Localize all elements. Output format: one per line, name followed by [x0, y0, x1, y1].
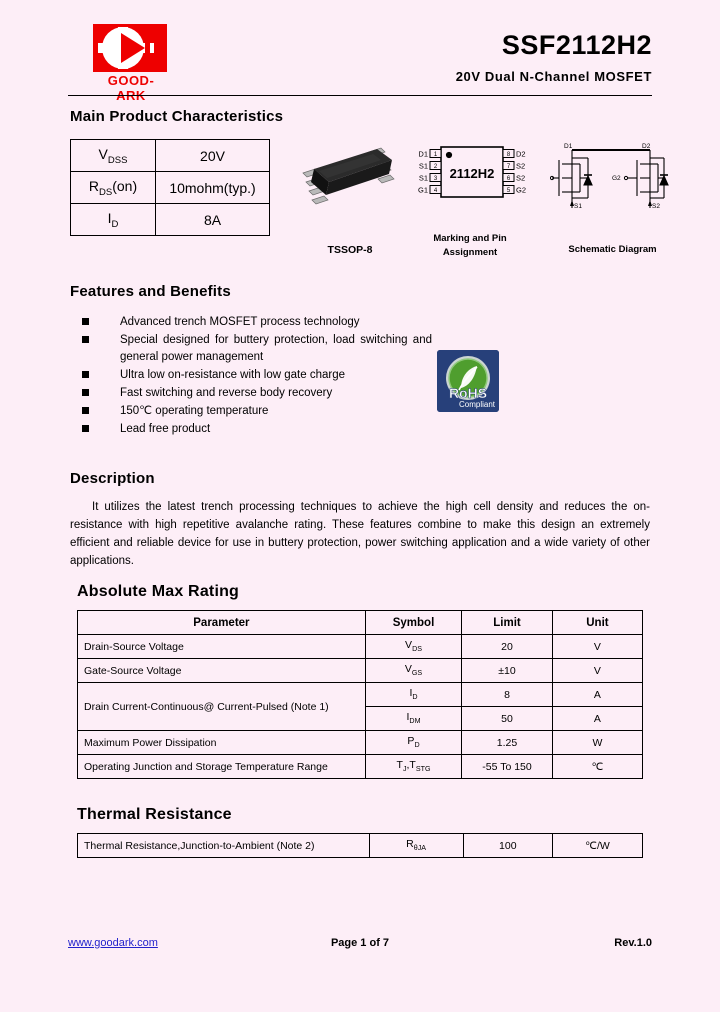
thermal-limit-0: 100 [463, 834, 552, 858]
mpc-symbol-vdss-sub: DSS [107, 154, 128, 166]
tssop-caption: TSSOP-8 [327, 244, 373, 256]
abs-symbol-2-sub: D [412, 693, 418, 702]
section-title-description: Description [70, 470, 155, 487]
list-item [82, 421, 432, 438]
features-list [82, 314, 432, 439]
part-subtitle: 20V Dual N-Channel MOSFET [455, 69, 652, 84]
abs-limit-0: 20 [462, 635, 553, 659]
marking-caption-line1: Marking and Pin [433, 233, 507, 244]
svg-text:1: 1 [433, 152, 438, 158]
bullet-square-icon [82, 336, 89, 343]
abs-symbol-4-sub: D [414, 741, 420, 750]
abs-limit-5: -55 To 150 [462, 755, 553, 779]
marking-pin-assignment-diagram [407, 142, 537, 204]
abs-symbol-5-sub2: STG [415, 765, 431, 774]
logo-diode-triangle-icon [121, 33, 145, 63]
thermal-param-0: Thermal Resistance,Junction-to-Ambient (Note 2) [78, 834, 370, 858]
svg-text:S2: S2 [516, 173, 526, 183]
revision-label: Rev.1.0 [614, 937, 652, 949]
svg-text:D1: D1 [418, 149, 428, 159]
part-number-title: SSF2112H2 [501, 30, 652, 60]
svg-text:G1: G1 [417, 185, 428, 195]
mpc-symbol-rdson-tail: (on) [112, 177, 138, 194]
abs-param-1: Gate-Source Voltage [78, 659, 366, 683]
section-title-features: Features and Benefits [70, 283, 231, 300]
feature-text: Advanced trench MOSFET process technology [120, 316, 360, 328]
table-row [71, 204, 270, 236]
logo-diode-bar [145, 33, 150, 63]
svg-text:8: 8 [506, 152, 511, 158]
feature-text: Ultra low on-resistance with low gate charge [120, 368, 345, 381]
absolute-max-rating-table [77, 610, 643, 779]
table-row [78, 659, 643, 683]
abs-param-2: Drain Current-Continuous@ Current-Pulsed (Note 1) [78, 683, 366, 731]
company-name: GOOD-ARK [107, 73, 155, 103]
mpc-symbol-id-sub: D [111, 218, 119, 230]
website-link[interactable]: www.goodark.com [68, 937, 158, 949]
svg-text:6: 6 [506, 176, 511, 182]
table-row [78, 683, 643, 707]
rohs-logo-icon [437, 350, 499, 412]
mpc-symbol-rdson: $R_{DS}(on)$ [71, 172, 156, 204]
svg-text:G2: G2 [612, 175, 621, 182]
marking-caption [405, 232, 535, 260]
feature-text: Special designed for buttery protection, load switching and general power management [120, 334, 432, 363]
mpc-symbol-id: $I_D$ [71, 204, 156, 236]
section-title-thermal-resistance: Thermal Resistance [77, 806, 232, 823]
svg-text:G2: G2 [516, 185, 527, 195]
bullet-square-icon [82, 425, 89, 432]
bullet-square-icon [82, 371, 89, 378]
section-title-absolute-max: Absolute Max Rating [77, 583, 240, 600]
table-row [78, 635, 643, 659]
col-header-parameter: Parameter [78, 611, 366, 635]
bullet-square-icon [82, 389, 89, 396]
list-item [82, 332, 432, 365]
col-header-limit: Limit [462, 611, 553, 635]
svg-text:2112H2: 2112H2 [449, 166, 495, 181]
list-item [82, 403, 432, 420]
package-illustrations [285, 136, 685, 261]
mpc-value-rdson: 10mohm(typ.) [156, 172, 270, 204]
mpc-value-id: 8A [156, 204, 270, 236]
abs-symbol-1-sub: GS [411, 669, 423, 678]
mpc-symbol-vdss: $V_{DSS}$ [71, 140, 156, 172]
table-row [78, 834, 643, 858]
svg-text:S1: S1 [418, 173, 428, 183]
abs-unit-1: V [552, 659, 642, 683]
svg-text:3: 3 [433, 176, 438, 182]
description-text: It utilizes the latest trench processing techniques to achieve the high cell density and reduces the on-resistance with high repetitive avalanche rating. These features combine to make this design an extremely efficient and reliable device for use in buttery protection, power switching application and a wide variety of other applications. [70, 501, 650, 567]
mpc-value-vdss: 20V [156, 140, 270, 172]
abs-symbol-3-sub: DM [409, 717, 421, 726]
svg-text:D2: D2 [642, 143, 651, 150]
svg-text:RoHS: RoHS [448, 385, 488, 401]
abs-symbol-2: $I_D$ [365, 683, 461, 707]
table-row [71, 140, 270, 172]
goodark-logo-mark [93, 24, 167, 72]
abs-limit-2: 8 [462, 683, 553, 707]
bullet-square-icon [82, 407, 89, 414]
abs-symbol-5-sub: J [402, 765, 407, 774]
svg-text:4: 4 [433, 188, 438, 194]
abs-symbol-3: $I_{DM}$ [365, 707, 461, 731]
page-header [68, 22, 652, 103]
svg-text:S2: S2 [516, 161, 526, 171]
svg-text:S1: S1 [418, 161, 428, 171]
abs-unit-5: ℃ [552, 755, 642, 779]
svg-text:S2: S2 [652, 203, 660, 210]
abs-param-4: Maximum Power Dissipation [78, 731, 366, 755]
page-number: Page 1 of 7 [330, 937, 390, 949]
list-item [82, 385, 432, 402]
abs-symbol-5: $T_J,T_{STG}$ [365, 755, 461, 779]
col-header-symbol: Symbol [365, 611, 461, 635]
schematic-diagram-image [550, 138, 675, 220]
abs-unit-0: V [552, 635, 642, 659]
table-row [78, 755, 643, 779]
section-title-main-product: Main Product Characteristics [70, 108, 284, 125]
description-paragraph [70, 498, 650, 570]
table-row [78, 731, 643, 755]
tssop8-package-image [293, 142, 403, 210]
svg-text:D2: D2 [516, 149, 526, 159]
table-header-row [78, 611, 643, 635]
abs-symbol-4: $P_D$ [365, 731, 461, 755]
list-item [82, 367, 432, 384]
abs-symbol-1: $V_{GS}$ [365, 659, 461, 683]
abs-param-0: Drain-Source Voltage [78, 635, 366, 659]
header-divider [68, 95, 652, 96]
list-item [82, 314, 432, 331]
feature-text: Lead free product [120, 422, 211, 435]
thermal-resistance-table [77, 833, 643, 858]
svg-text:S1: S1 [574, 203, 582, 210]
svg-text:2: 2 [433, 164, 438, 170]
abs-limit-4: 1.25 [462, 731, 553, 755]
abs-param-5: Operating Junction and Storage Temperature Range [78, 755, 366, 779]
thermal-symbol-0-sub: θJA [413, 844, 427, 853]
abs-unit-3: A [552, 707, 642, 731]
schematic-caption: Schematic Diagram [568, 244, 657, 255]
abs-unit-2: A [552, 683, 642, 707]
svg-text:7: 7 [506, 164, 511, 170]
svg-text:Compliant: Compliant [458, 400, 496, 409]
thermal-symbol-0: $R_{\theta JA}$ [369, 834, 463, 858]
thermal-unit-0: ℃/W [552, 834, 642, 858]
rohs-compliant-badge [437, 350, 499, 412]
abs-unit-4: W [552, 731, 642, 755]
abs-symbol-0-sub: DS [412, 645, 422, 654]
abs-limit-1: ±10 [462, 659, 553, 683]
company-logo [93, 24, 169, 103]
svg-text:5: 5 [506, 188, 511, 194]
table-row [71, 172, 270, 204]
feature-text: 150℃ operating temperature [120, 404, 269, 417]
svg-text:D1: D1 [564, 143, 573, 150]
feature-text: Fast switching and reverse body recovery [120, 386, 333, 399]
marking-caption-line2: Assignment [442, 247, 498, 258]
main-product-characteristics-table [70, 139, 270, 236]
abs-symbol-0: $V_{DS}$ [365, 635, 461, 659]
mpc-symbol-rdson-sub: DS [99, 186, 113, 198]
col-header-unit: Unit [552, 611, 642, 635]
abs-limit-3: 50 [462, 707, 553, 731]
bullet-square-icon [82, 318, 89, 325]
page-footer [68, 937, 652, 953]
